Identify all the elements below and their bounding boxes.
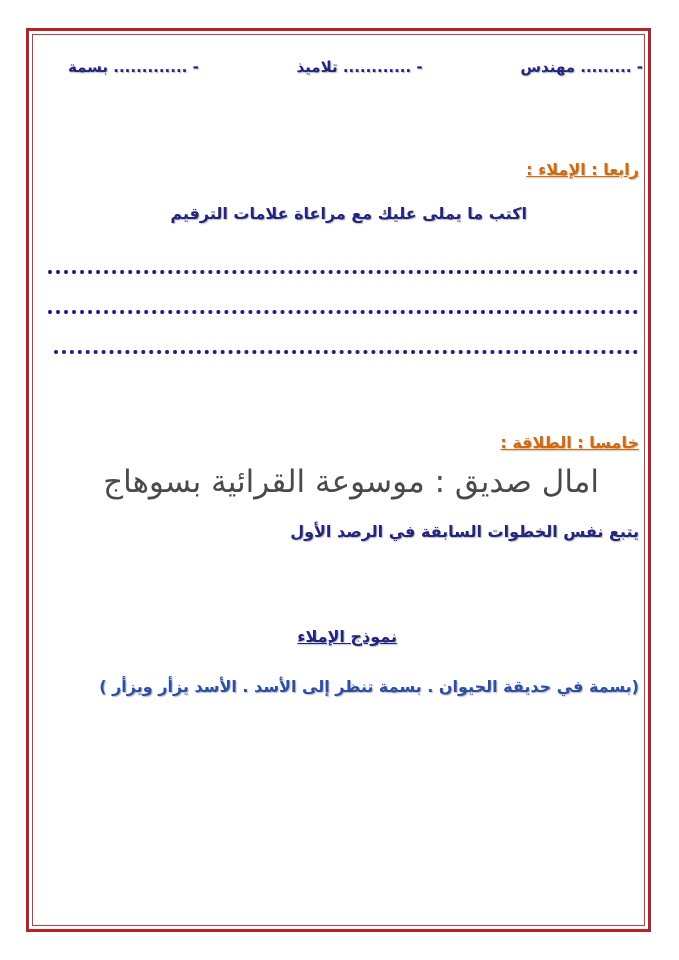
fluency-note: يتبع نفس الخطوات السابقة في الرصد الأول xyxy=(290,522,639,541)
section-4-heading: رابعا : الإملاء : xyxy=(526,160,639,179)
writing-line xyxy=(48,310,638,314)
author-credit: امال صديق : موسوعة القرائية بسوهاج xyxy=(103,464,599,500)
section-5-heading: خامسا : الطلاقة : xyxy=(500,433,639,452)
writing-line xyxy=(48,270,638,274)
writing-line xyxy=(54,350,638,354)
word-item: - ............. بسمة xyxy=(68,58,199,76)
dictation-instruction: اكتب ما يملى عليك مع مراعاة علامات الترقيم xyxy=(170,204,527,223)
word-item: - ............ تلاميذ xyxy=(296,58,423,76)
dictation-model-sentence: (بسمة في حديقة الحيوان . بسمة تنظر إلى الأسد . الأسد يزأر ويزأر ) xyxy=(99,677,639,696)
words-to-copy-line xyxy=(68,58,643,76)
word-item: - ......... مهندس xyxy=(520,58,643,76)
dictation-model-title: نموذج الإملاء xyxy=(297,627,397,646)
